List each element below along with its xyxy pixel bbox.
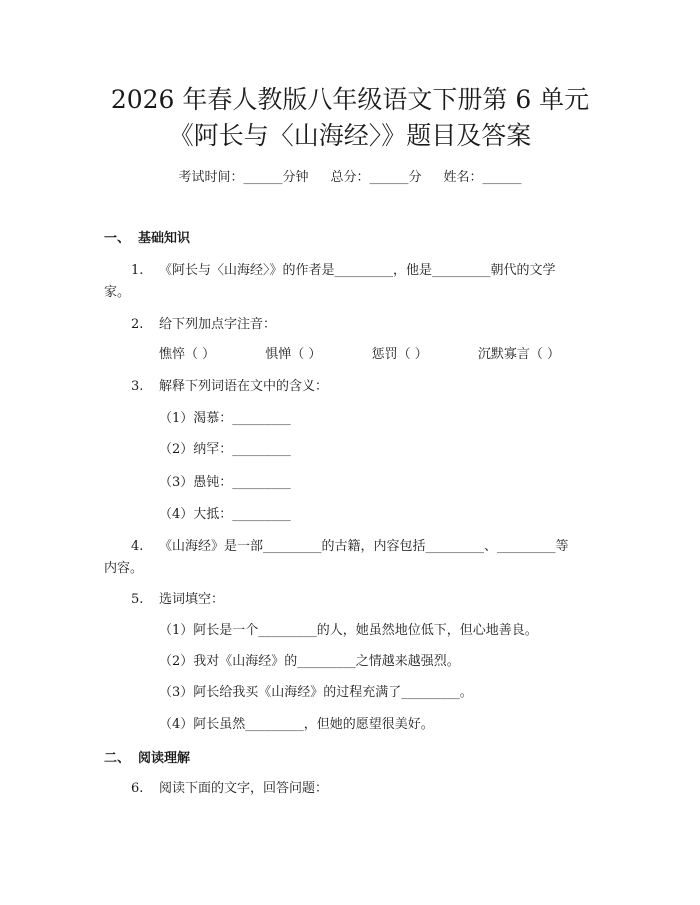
definition-item: （4）大抵：_________ <box>159 507 291 522</box>
fill-blank-item: （2）我对《山海经》的_________之情越来越强烈。 <box>159 654 460 669</box>
question-number: 2. <box>131 317 144 332</box>
question-number: 5. <box>131 592 144 607</box>
question-text: 《山海经》是一部_________的古籍，内容包括_________、_________等 <box>159 539 569 554</box>
question-text: 解释下列词语在文中的含义： <box>159 379 329 394</box>
exam-score-field: 总分：______分 <box>330 170 422 185</box>
question-text: 给下列加点字注音： <box>159 317 277 332</box>
section-number: 一、 <box>104 231 131 246</box>
section-heading-basic <box>104 230 190 248</box>
fill-blank-item: （3）阿长给我买《山海经》的过程充满了_________。 <box>159 685 473 700</box>
page-title-line1: 2026 年春人教版八年级语文下册第 6 单元 <box>110 85 590 114</box>
section-title: 基础知识 <box>138 231 191 246</box>
question-text: 阅读下面的文字，回答问题： <box>159 781 329 796</box>
pinyin-item: 憔悴（ ） <box>159 347 216 362</box>
question-text: 选词填空： <box>159 592 225 607</box>
question-1 <box>131 262 556 280</box>
fill-blank-item: （4）阿长虽然_________，但她的愿望很美好。 <box>159 717 434 732</box>
exam-name-field: 姓名：______ <box>443 170 522 185</box>
exam-time-field: 考试时间：______分钟 <box>178 170 309 185</box>
question-2 <box>131 316 276 334</box>
exam-info <box>0 169 700 187</box>
question-number: 3. <box>131 379 144 394</box>
question-6 <box>131 780 328 798</box>
pinyin-item: 惩罚（ ） <box>371 347 428 362</box>
pinyin-item: 惧惮（ ） <box>265 347 322 362</box>
section-heading-reading <box>104 750 190 768</box>
fill-blank-item: （1）阿长是一个_________的人，她虽然地位低下，但心地善良。 <box>159 623 538 638</box>
question-number: 4. <box>131 539 144 554</box>
question-3 <box>131 378 328 396</box>
section-number: 二、 <box>104 751 131 766</box>
question-text: 《阿长与〈山海经〉》的作者是_________，他是_________朝代的文学 <box>159 263 556 278</box>
pinyin-item: 沉默寡言（ ） <box>477 347 560 362</box>
question-4 <box>131 538 569 556</box>
definition-item: （3）愚钝：_________ <box>159 475 291 490</box>
question-number: 1. <box>131 263 144 278</box>
question-5 <box>131 591 224 609</box>
definition-item: （2）纳罕：_________ <box>159 442 291 457</box>
section-title: 阅读理解 <box>138 751 191 766</box>
question-number: 6. <box>131 781 144 796</box>
question-1-continuation: 家。 <box>104 285 131 300</box>
question-2-items <box>159 346 560 364</box>
definition-item: （1）渴慕：_________ <box>159 411 291 426</box>
question-4-continuation: 内容。 <box>104 561 144 576</box>
page-title-line2: 《阿长与〈山海经〉》题目及答案 <box>168 121 532 150</box>
